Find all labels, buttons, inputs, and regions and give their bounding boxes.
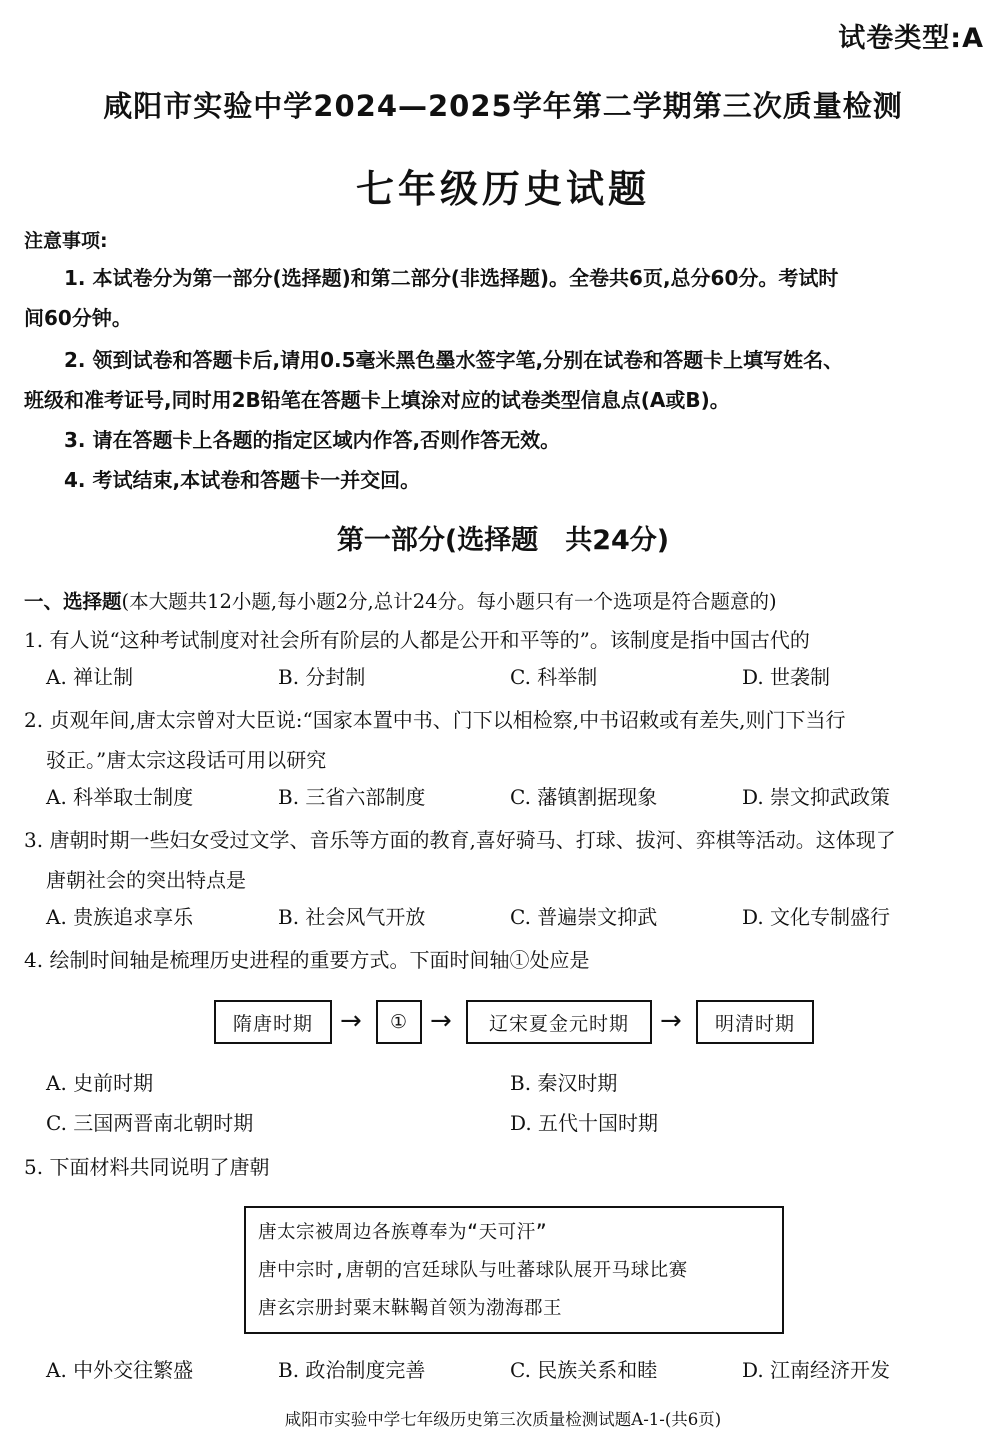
arrow-right-icon: →	[430, 1006, 452, 1036]
option-c[interactable]: C. 普遍崇文抑武	[510, 905, 658, 929]
option-a[interactable]: A. 科举取士制度	[46, 785, 194, 809]
school-exam-title: 咸阳市实验中学2024—2025学年第二学期第三次质量检测	[103, 89, 903, 123]
question-stem: 4. 绘制时间轴是梳理历史进程的重要方式。下面时间轴①处应是	[24, 948, 590, 972]
notice-line: 3. 请在答题卡上各题的指定区域内作答,否则作答无效。	[64, 428, 561, 452]
option-a[interactable]: A. 中外交往繁盛	[46, 1358, 194, 1382]
option-d[interactable]: D. 崇文抑武政策	[742, 785, 891, 809]
option-b[interactable]: B. 分封制	[278, 665, 366, 689]
question-2-options	[46, 781, 996, 821]
option-d[interactable]: D. 江南经济开发	[742, 1358, 891, 1382]
option-d[interactable]: D. 五代十国时期	[510, 1111, 659, 1135]
timeline-box: ①	[376, 1000, 422, 1044]
part-heading	[24, 586, 994, 614]
question-1	[24, 620, 994, 660]
option-b[interactable]: B. 三省六部制度	[278, 785, 426, 809]
option-d[interactable]: D. 世袭制	[742, 665, 831, 689]
question-5	[24, 1147, 994, 1187]
part-description: (本大题共12小题,每小题2分,总计24分。每小题只有一个选项是符合题意的)	[121, 590, 777, 613]
notice-line: 2. 领到试卷和答题卡后,请用0.5毫米黑色墨水签字笔,分别在试卷和答题卡上填写姓名、	[64, 348, 844, 372]
material-box	[244, 1206, 784, 1334]
question-1-options	[46, 661, 996, 701]
notice-line: 1. 本试卷分为第一部分(选择题)和第二部分(非选择题)。全卷共6页,总分60分。考试时	[64, 266, 839, 290]
question-stem: 2. 贞观年间,唐太宗曾对大臣说:“国家本置中书、门下以相检察,中书诏敕或有差失,则门下当行	[24, 708, 846, 732]
option-c[interactable]: C. 藩镇割据现象	[510, 785, 658, 809]
option-d[interactable]: D. 文化专制盛行	[742, 905, 891, 929]
notice-item-4	[24, 460, 986, 500]
arrow-right-icon: →	[340, 1006, 362, 1036]
part-label: 一、选择题	[24, 590, 122, 613]
question-3	[24, 820, 994, 900]
question-2	[24, 700, 994, 780]
option-a[interactable]: A. 禅让制	[46, 665, 134, 689]
timeline-box: 明清时期	[696, 1000, 814, 1044]
question-3-options	[46, 901, 996, 941]
paper-type-label: 试卷类型:A	[838, 23, 984, 54]
section-title: 第一部分(选择题 共24分)	[336, 525, 670, 556]
notice-line: 4. 考试结束,本试卷和答题卡一并交回。	[64, 468, 421, 492]
notice-item-2	[24, 340, 986, 420]
page-footer: 咸阳市实验中学七年级历史第三次质量检测试题A-1-(共6页)	[284, 1410, 722, 1429]
notice-item-3	[24, 420, 986, 460]
question-stem: 1. 有人说“这种考试制度对社会所有阶层的人都是公开和平等的”。该制度是指中国古代的	[24, 628, 810, 652]
question-stem: 3. 唐朝时期一些妇女受过文学、音乐等方面的教育,喜好骑马、打球、拔河、弈棋等活动。这体现了	[24, 828, 896, 852]
question-4-options-row2	[46, 1107, 996, 1147]
option-c[interactable]: C. 三国两晋南北朝时期	[46, 1111, 254, 1135]
option-c[interactable]: C. 科举制	[510, 665, 598, 689]
question-4	[24, 940, 994, 980]
question-stem-continued: 唐朝社会的突出特点是	[46, 868, 246, 892]
notice-item-1	[24, 258, 986, 338]
option-b[interactable]: B. 政治制度完善	[278, 1358, 426, 1382]
notice-heading: 注意事项:	[24, 230, 108, 252]
page-title: 七年级历史试题	[355, 167, 650, 211]
material-line: 唐玄宗册封粟末靺鞨首领为渤海郡王	[258, 1298, 563, 1319]
question-stem-continued: 驳正。”唐太宗这段话可用以研究	[46, 748, 327, 772]
notice-line: 班级和准考证号,同时用2B铅笔在答题卡上填涂对应的试卷类型信息点(A或B)。	[24, 388, 730, 412]
material-line: 唐太宗被周边各族尊奉为“天可汗”	[258, 1222, 548, 1243]
option-a[interactable]: A. 史前时期	[46, 1071, 154, 1095]
timeline-box: 隋唐时期	[214, 1000, 332, 1044]
question-4-options-row1	[46, 1067, 996, 1107]
material-line: 唐中宗时,唐朝的宫廷球队与吐蕃球队展开马球比赛	[258, 1260, 688, 1281]
timeline-box: 辽宋夏金元时期	[466, 1000, 652, 1044]
arrow-right-icon: →	[660, 1006, 682, 1036]
option-c[interactable]: C. 民族关系和睦	[510, 1358, 658, 1382]
question-stem: 5. 下面材料共同说明了唐朝	[24, 1155, 270, 1179]
option-b[interactable]: B. 社会风气开放	[278, 905, 426, 929]
question-5-options	[46, 1354, 996, 1394]
notice-line: 间60分钟。	[24, 306, 132, 330]
option-a[interactable]: A. 贵族追求享乐	[46, 905, 194, 929]
option-b[interactable]: B. 秦汉时期	[510, 1071, 618, 1095]
